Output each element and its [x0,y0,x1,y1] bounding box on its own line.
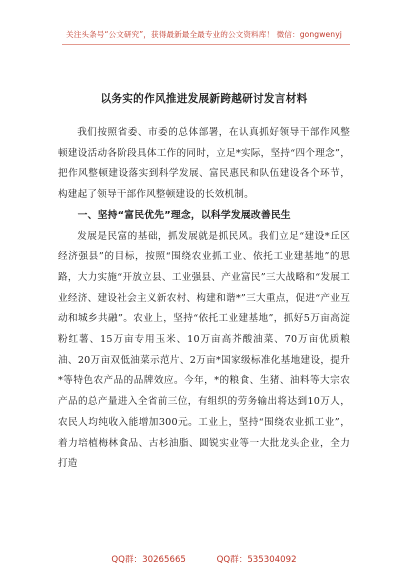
page-title: 以务实的作风推进发展新跨越研讨发言材料 [100,93,308,105]
body-paragraph: 发展是民富的基础，抓发展就是抓民风。我们立足“建设*丘区经济强县”的目标，按照“围绕农业抓工业、依托工业建基地”的思路，大力实施“开放立县、工业强县、产业富民”三大战略和“发展工业经济、建设社会主义新农村、构建和谐*”三大重点，促进“产业互动和城乡共融”。农业上，坚持“依托工业建基地”，抓好5万亩高淀粉红薯、15万亩专用玉米、10万亩高芥酸油菜、70万亩优质粮油、20万亩双低油菜示范片、2万亩*国家级标准化基地建设，提升*等特色农产品的品牌效应。今年，*的粮食、生猪、油料等大宗农产品的总产量进入全省前三位，有组织的劳务输出将达到10万人，农民人均纯收入能增加300元。工业上，坚持“围绕农业抓工业”，着力培植梅林食品、古杉油脂、圆锐实业等一大批龙头企业，全力打造 [58,230,350,470]
footer-qq-group-2: QQ群：535304092 [216,555,297,565]
footer-contact [0,553,408,565]
header-divider [62,44,350,45]
section-heading: 一、坚持“富民优先”理念，以科学发展改善民生 [77,209,291,221]
document-body [58,123,350,475]
header-promo-text: 关注头条号“公文研究”，获得最新最全最专业的公文资料库！ 微信：gongwenyj [66,30,342,39]
intro-paragraph: 我们按照省委、市委的总体部署，在认真抓好领导干部作风整顿建设活动各阶段具体工作的同时，立足*实际，坚持“四个理念”，把作风整顿建设落实到科学发展、富民惠民和队伍建设各个环节，构建起了领导干部作风整顿建设的长效机制。 [58,127,350,201]
footer-qq-group-1: QQ群：30265665 [111,555,186,565]
